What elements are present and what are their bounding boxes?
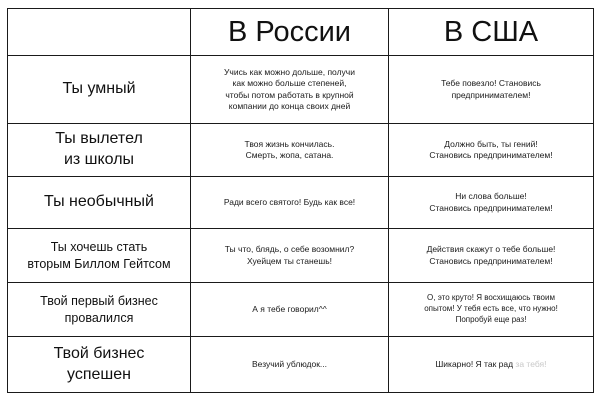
usa-cell bbox=[389, 124, 594, 177]
table-row bbox=[8, 229, 594, 283]
usa-cell bbox=[389, 229, 594, 283]
russia-response: Везучий ублюдок... bbox=[251, 358, 328, 369]
row-label-cell bbox=[8, 283, 191, 337]
usa-response: О, это круто! Я восхищаюсь твоим опытом! У тебя есть все, что нужно! Попробуй еще раз! bbox=[424, 293, 558, 324]
russia-response: Ты что, блядь, о себе возомнил? Хуейцем ты станешь! bbox=[224, 244, 355, 266]
table-row bbox=[8, 337, 594, 393]
table-row bbox=[8, 124, 594, 177]
row-label-cell bbox=[8, 56, 191, 124]
usa-cell bbox=[389, 56, 594, 124]
header-usa: В США bbox=[443, 15, 539, 48]
row-label: Ты умный bbox=[62, 80, 136, 98]
comparison-table bbox=[7, 8, 594, 393]
russia-response: Ради всего святого! Будь как все! bbox=[223, 196, 356, 207]
russia-cell bbox=[191, 337, 389, 393]
usa-response-wrapper bbox=[393, 359, 589, 370]
usa-cell bbox=[389, 283, 594, 337]
usa-response: Действия скажут о тебе больше! Становись предпринимателем! bbox=[426, 244, 556, 266]
russia-response: Учись как можно дольше, получи как можно больше степеней, чтобы потом работать в крупной компании до конца своих дней bbox=[224, 66, 355, 111]
russia-response: Твоя жизнь кончилась. Смерть, жопа, сатана. bbox=[244, 138, 335, 160]
russia-cell bbox=[191, 283, 389, 337]
usa-cell bbox=[389, 337, 594, 393]
usa-response: Шикарно! Я так рад bbox=[435, 358, 514, 369]
row-label-cell bbox=[8, 124, 191, 177]
usa-cell bbox=[389, 177, 594, 229]
row-label: Ты вылетел из школы bbox=[55, 130, 143, 168]
row-label: Твой первый бизнес провалился bbox=[40, 293, 158, 325]
usa-response-faded: за тебя! bbox=[513, 358, 547, 369]
usa-response: Ни слова больше! Становись предпринимателем! bbox=[429, 191, 553, 213]
table-row bbox=[8, 177, 594, 229]
header-russia-cell bbox=[191, 9, 389, 56]
russia-cell bbox=[191, 56, 389, 124]
row-label: Ты необычный bbox=[44, 193, 154, 211]
header-row bbox=[8, 9, 594, 56]
usa-response: Должно быть, ты гений! Становись предпринимателем! bbox=[429, 138, 553, 160]
usa-response: Тебе повезло! Становись предпринимателем! bbox=[441, 78, 541, 100]
row-label: Ты хочешь стать вторым Биллом Гейтсом bbox=[27, 239, 171, 271]
row-label-cell bbox=[8, 337, 191, 393]
header-usa-cell bbox=[389, 9, 594, 56]
row-label-cell bbox=[8, 177, 191, 229]
russia-cell bbox=[191, 124, 389, 177]
row-label: Твой бизнес успешен bbox=[53, 344, 145, 383]
corner-cell bbox=[8, 9, 191, 56]
table-row bbox=[8, 283, 594, 337]
table-row bbox=[8, 56, 594, 124]
russia-response: А я тебе говорил^^ bbox=[252, 303, 327, 314]
header-russia: В России bbox=[228, 15, 351, 48]
russia-cell bbox=[191, 177, 389, 229]
russia-cell bbox=[191, 229, 389, 283]
row-label-cell bbox=[8, 229, 191, 283]
